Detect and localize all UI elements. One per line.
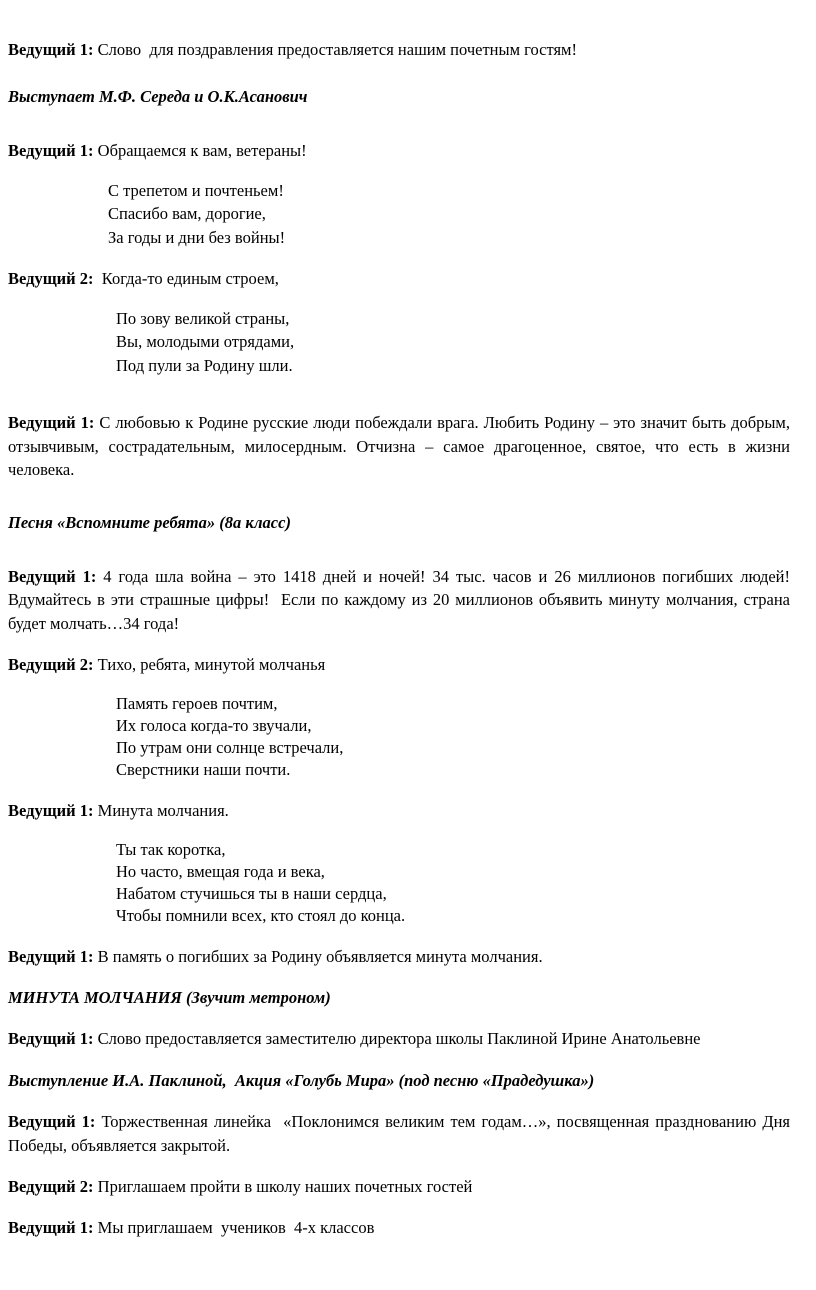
script-line-text: Когда-то единым строем, bbox=[93, 269, 279, 289]
verse-line: Набатом стучишься ты в наши сердца, bbox=[116, 883, 387, 903]
script-line-text: Минута молчания. bbox=[93, 800, 229, 820]
script-line-host1-invite-fourth-graders bbox=[8, 1216, 790, 1239]
script-line-text: Слово для поздравления предоставляется нашим почетным гостям! bbox=[93, 40, 577, 59]
verse-line: За годы и дни без войны! bbox=[108, 227, 286, 247]
script-paragraph-host1-motherland bbox=[8, 411, 795, 481]
speaker-label-host1: Ведущий 1: bbox=[8, 413, 95, 433]
heading-song-vspomnite-rebyata: Песня «Вспомните ребята» (8а класс) bbox=[8, 513, 291, 533]
script-line-host2-silence bbox=[8, 653, 790, 676]
verse-line: Память героев почтим, bbox=[116, 694, 278, 714]
verse-lines bbox=[8, 693, 790, 781]
verse-lines bbox=[8, 179, 790, 249]
verse-line: По зову великой страны, bbox=[116, 308, 290, 328]
speaker-label-host1: Ведущий 1: bbox=[8, 1218, 94, 1238]
script-line-text: Обращаемся к вам, ветераны! bbox=[93, 140, 307, 160]
verse-line: По утрам они солнце встречали, bbox=[116, 737, 344, 757]
verse-line: Сверстники наши почти. bbox=[116, 759, 291, 779]
verse-line: Ты так коротка, bbox=[116, 839, 226, 859]
speaker-label-host1: Ведущий 1: bbox=[8, 1112, 96, 1132]
script-line-host2-invite-guests bbox=[8, 1175, 790, 1198]
verse-line: Спасибо вам, дорогие, bbox=[108, 204, 266, 224]
verse-line: С трепетом и почтеньем! bbox=[108, 180, 284, 200]
script-paragraph-text: 4 года шла война – это 1418 дней и ночей! 34 тыс. часов и 26 миллионов погибших людей! Вдумайтесь в эти страшные цифры! Если по каждому из 20 миллионов объявить минуту молчания, страна будет молчать…34 года! bbox=[8, 566, 795, 633]
speaker-label-host1: Ведущий 1: bbox=[8, 566, 97, 586]
verse-lines bbox=[8, 307, 790, 377]
script-paragraph-host1-closing bbox=[8, 1110, 795, 1157]
verse-line: Но часто, вмещая года и века, bbox=[116, 861, 325, 881]
heading-performance-sereda-asanovich: Выступает М.Ф. Середа и О.К.Асанович bbox=[8, 87, 308, 107]
verse-line: Вы, молодыми отрядами, bbox=[116, 332, 295, 352]
speaker-label-host2: Ведущий 2: bbox=[8, 269, 94, 289]
script-line-text: Мы приглашаем учеников 4-х классов bbox=[93, 1218, 375, 1238]
speaker-label-host2: Ведущий 2: bbox=[8, 655, 94, 675]
script-paragraph-host1-deputy-director bbox=[8, 1027, 790, 1050]
verse-line: Чтобы помнили всех, кто стоял до конца. bbox=[116, 905, 406, 925]
speaker-label-host1: Ведущий 1: bbox=[8, 1029, 94, 1049]
heading-speech-paklina-dove-of-peace: Выступление И.А. Паклиной, Акция «Голубь Мира» (под песню «Прадедушка») bbox=[8, 1070, 595, 1090]
verse-block-united-ranks bbox=[8, 267, 790, 377]
script-line-text: В память о погибших за Родину объявляется минута молчания. bbox=[93, 946, 543, 966]
verse-block-minute-is-short bbox=[8, 799, 790, 927]
script-paragraph-text: Торжественная линейка «Поклонимся великим тем годам…», посвященная празднованию Дня Победы, объявляется закрытой. bbox=[8, 1112, 795, 1155]
script-paragraph-host1-war-statistics bbox=[8, 565, 795, 635]
script-line-host1-announce-silence bbox=[8, 945, 790, 968]
verse-line: Под пули за Родину шли. bbox=[116, 355, 293, 375]
script-line-host1-veterans bbox=[8, 139, 790, 162]
verse-line: Их голоса когда-то звучали, bbox=[116, 716, 312, 736]
speaker-label-host1: Ведущий 1: bbox=[8, 946, 94, 966]
verse-lines bbox=[8, 839, 790, 927]
script-line-host1-minute bbox=[8, 799, 790, 822]
verse-block-veterans bbox=[8, 139, 790, 249]
speaker-label-host1: Ведущий 1: bbox=[8, 800, 94, 820]
speaker-label-host1: Ведущий 1: bbox=[8, 40, 94, 59]
speaker-label-host2: Ведущий 2: bbox=[8, 1177, 94, 1197]
script-line-text: Тихо, ребята, минутой молчанья bbox=[93, 655, 326, 675]
script-line-host2-united-ranks bbox=[8, 267, 790, 290]
script-paragraph-text: С любовью к Родине русские люди побеждали врага. Любить Родину – это значит быть добрым, отзывчивым, сострадательным, милосердным. Отчизна – самое драгоценное, святое, что есть в жизни человека. bbox=[8, 413, 795, 480]
script-line-text: Приглашаем пройти в школу наших почетных гостей bbox=[93, 1177, 473, 1197]
verse-block-moment-of-silence-intro bbox=[8, 653, 790, 781]
heading-minute-of-silence-metronome: МИНУТА МОЛЧАНИЯ (Звучит метроном) bbox=[8, 987, 331, 1007]
script-line-host1-greeting bbox=[8, 38, 790, 61]
script-paragraph-text: Слово предоставляется заместителю директора школы Паклиной Ирине Анатольевне bbox=[93, 1029, 701, 1049]
speaker-label-host1: Ведущий 1: bbox=[8, 140, 94, 160]
